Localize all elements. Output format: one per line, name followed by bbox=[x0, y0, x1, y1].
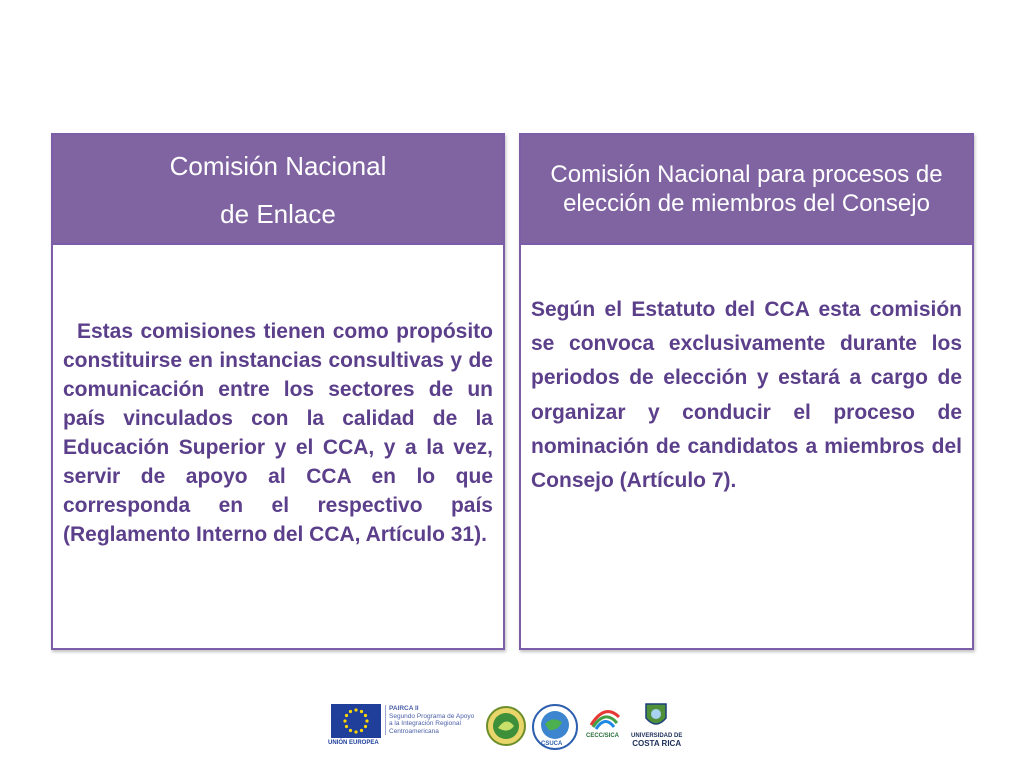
green-seal-logo bbox=[486, 706, 526, 746]
pairca-text bbox=[385, 705, 474, 735]
card-body-text: Estas comisiones tienen como propósito constituirse en instancias consultivas y de comunicación entre los sectores de un país vinculados con la calidad de la Educación Superior y el CCA, y a la vez, servir de apoyo al CCA en lo que corresponda en el respectivo país (Reglamento Interno del CCA, Artículo 31). bbox=[63, 320, 493, 546]
card-header bbox=[521, 135, 972, 245]
footer-logos bbox=[328, 700, 688, 756]
pairca-line: PAIRCA II bbox=[389, 705, 419, 712]
csuca-label: CSUCA bbox=[541, 741, 563, 747]
pairca-line: Centroamericana bbox=[389, 727, 439, 735]
cecc-sica-logo bbox=[587, 703, 623, 731]
eu-caption: UNIÓN EUROPEA bbox=[328, 740, 379, 746]
ucr-line: UNIVERSIDAD DE bbox=[631, 733, 683, 739]
card-title: Comisión Nacional para procesos de elección de miembros del Consejo bbox=[550, 161, 943, 217]
cecc-sica-label: CECC/SICA bbox=[586, 733, 620, 739]
pairca-line: a la Integración Regional bbox=[389, 720, 461, 727]
ucr-line: COSTA RICA bbox=[632, 739, 682, 748]
card-body-text: Según el Estatuto del CCA esta comisión se convoca exclusivamente durante los periodos de elección y estará a cargo de organizar y conducir el proceso de nominación de candidatos a miembros del Consejo (Artículo 7). bbox=[531, 298, 962, 493]
card-comision-nacional-elecciones bbox=[519, 133, 974, 650]
ucr-shield-logo bbox=[644, 702, 668, 730]
card-title-line-2: de Enlace bbox=[220, 199, 336, 229]
pairca-line: Segundo Programa de Apoyo bbox=[389, 712, 475, 720]
eu-flag-logo bbox=[331, 704, 381, 738]
ucr-label bbox=[631, 732, 682, 748]
card-header bbox=[53, 135, 503, 245]
card-comision-nacional-enlace bbox=[51, 133, 505, 650]
card-title-line-1: Comisión Nacional bbox=[169, 151, 387, 181]
